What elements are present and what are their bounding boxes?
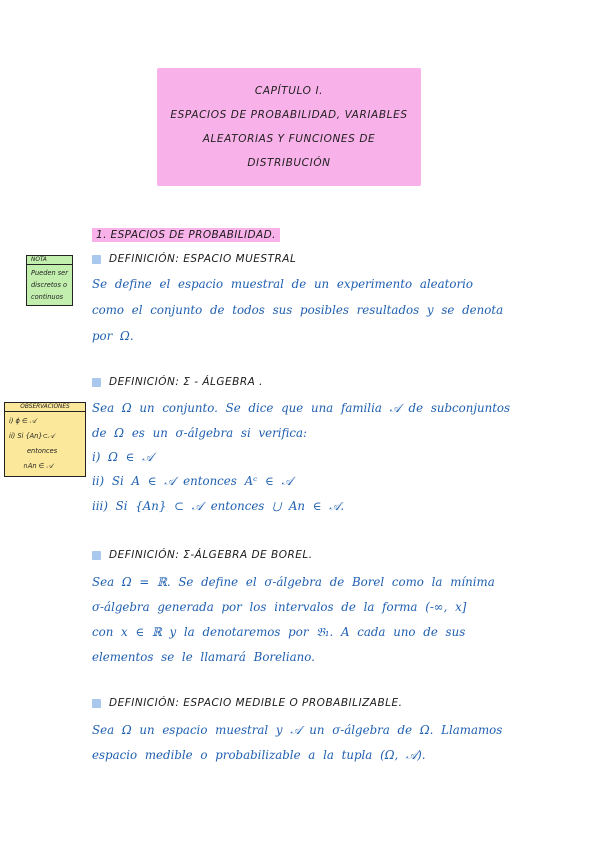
- note-line: entonces: [27, 447, 58, 455]
- bullet-square-icon: [92, 255, 101, 264]
- definition-text-line: i) Ω ∈ 𝒜: [92, 450, 154, 464]
- note-line: i) ϕ ∈ 𝒜: [9, 417, 37, 425]
- note-body: [27, 265, 72, 305]
- side-note-observaciones: [4, 402, 86, 477]
- note-line: Pueden ser: [31, 269, 68, 277]
- bullet-square-icon: [92, 699, 101, 708]
- definition-text-line: de Ω es un σ-álgebra si verifica:: [92, 426, 308, 440]
- chapter-title-line: CAPÍTULO I.: [254, 85, 324, 97]
- definition-text-line: elementos se le llamará Boreliano.: [92, 650, 315, 664]
- definition-title: DEFINICIÓN: ESPACIO MUESTRAL: [109, 253, 297, 265]
- section-heading: 1. ESPACIOS DE PROBABILIDAD.: [92, 228, 280, 242]
- note-line: ∩An ∈ 𝒜: [23, 462, 53, 470]
- definition-heading: [92, 253, 296, 265]
- definition-title: DEFINICIÓN: Σ - ÁLGEBRA .: [109, 376, 263, 388]
- definition-text-line: σ-álgebra generada por los intervalos de la forma (-∞, x]: [92, 600, 467, 614]
- definition-text-line: como el conjunto de todos sus posibles resultados y se denota: [92, 303, 504, 317]
- definition-text-line: por Ω.: [92, 329, 134, 343]
- definition-text-line: Se define el espacio muestral de un experimento aleatorio: [92, 277, 473, 291]
- bullet-square-icon: [92, 378, 101, 387]
- note-line: continuos: [31, 293, 64, 301]
- definition-text-line: ii) Si A ∈ 𝒜 entonces Aᶜ ∈ 𝒜: [92, 474, 293, 488]
- definition-title: DEFINICIÓN: Σ-ÁLGEBRA DE BOREL.: [109, 549, 313, 561]
- note-body: [5, 412, 85, 476]
- definition-text-line: con x ∈ ℝ y la denotaremos por 𝔅₁. A cada uno de sus: [92, 625, 466, 639]
- chapter-title-line: ALEATORIAS Y FUNCIONES DE: [202, 133, 376, 145]
- definition-text-line: Sea Ω = ℝ. Se define el σ-álgebra de Borel como la mínima: [92, 575, 495, 589]
- bullet-square-icon: [92, 551, 101, 560]
- note-line: discretos o: [31, 281, 68, 289]
- chapter-title-line: ESPACIOS DE PROBABILIDAD, VARIABLES: [170, 109, 408, 121]
- note-header: NOTA: [27, 256, 72, 265]
- chapter-title-line: DISTRIBUCIÓN: [247, 157, 331, 169]
- definition-text-line: Sea Ω un espacio muestral y 𝒜 un σ-álgebra de Ω. Llamamos: [92, 723, 503, 737]
- definition-heading: [92, 697, 402, 709]
- side-note-nota: [26, 255, 73, 306]
- note-header: OBSERVACIONES: [5, 403, 85, 412]
- definition-text-line: iii) Si {An} ⊂ 𝒜 entonces ⋃ An ∈ 𝒜.: [92, 499, 345, 513]
- definition-text-line: Sea Ω un conjunto. Se dice que una familia 𝒜 de subconjuntos: [92, 401, 511, 415]
- definition-title: DEFINICIÓN: ESPACIO MEDIBLE O PROBABILIZABLE.: [109, 697, 403, 709]
- definition-text-line: espacio medible o probabilizable a la tupla (Ω, 𝒜).: [92, 748, 426, 762]
- definition-heading: [92, 549, 313, 561]
- definition-heading: [92, 376, 263, 388]
- note-line: ii) Si {An}⊂𝒜: [9, 432, 55, 440]
- chapter-title-box: [157, 68, 421, 186]
